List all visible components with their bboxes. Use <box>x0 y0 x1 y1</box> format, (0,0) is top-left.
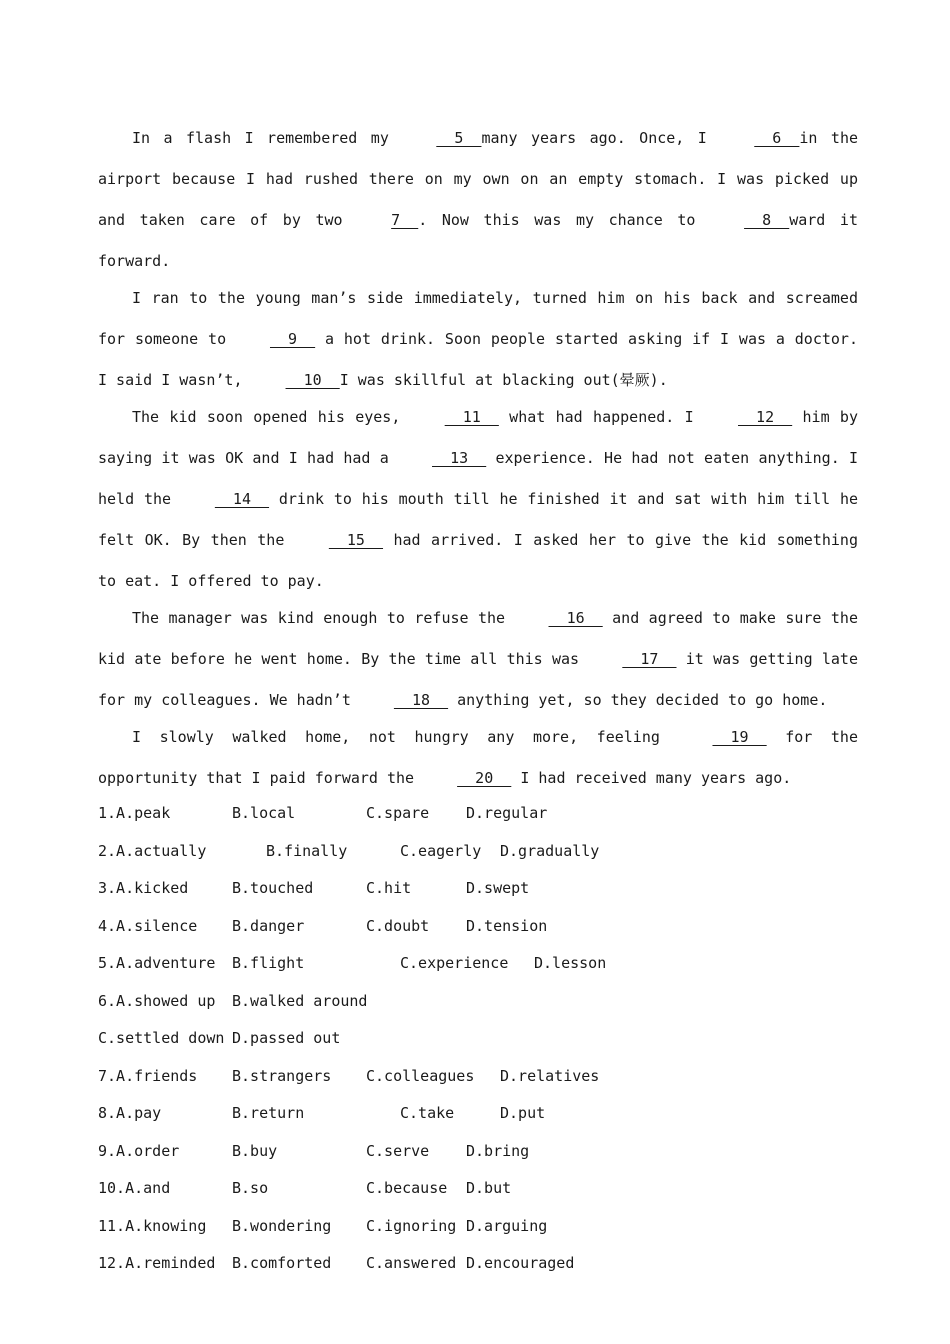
paragraph: I slowly walked home, not hungry any more, feeling 19 for the opportunity that I paid forward the 20 I had received many years ago. <box>98 717 858 799</box>
option-choice[interactable]: C.spare <box>366 804 430 822</box>
option-choice[interactable]: D.passed out <box>232 1029 341 1047</box>
option-choice[interactable]: B.wondering <box>232 1216 332 1235</box>
option-choice[interactable]: D.tension <box>466 916 548 935</box>
option-choice[interactable]: B.finally <box>266 841 348 860</box>
option-choice[interactable]: 7.A.friends <box>98 1066 198 1085</box>
question-options-row <box>98 795 858 833</box>
option-choice[interactable]: D.swept <box>466 879 530 897</box>
question-options-row <box>98 1133 858 1171</box>
option-choice[interactable]: 9.A.order <box>98 1141 180 1160</box>
answer-blank[interactable]: 17 <box>622 650 677 668</box>
option-choice[interactable]: C.doubt <box>366 916 430 935</box>
answer-blank[interactable]: 19 <box>712 728 767 746</box>
option-choice[interactable]: D.lesson <box>534 954 607 972</box>
question-options-row <box>98 908 858 946</box>
option-choice[interactable]: 3.A.kicked <box>98 879 189 897</box>
option-choice[interactable]: 1.A.peak <box>98 804 171 822</box>
paragraph: The manager was kind enough to refuse the 16 and agreed to make sure the kid ate before he went home. By the time all this was 17 it was getting late for my colleagues. We hadn’t 18 anything yet, so they decided to go home. <box>98 598 858 721</box>
option-choice[interactable]: C.ignoring <box>366 1216 457 1235</box>
answer-blank[interactable]: 8 <box>744 211 790 229</box>
option-choice[interactable]: B.strangers <box>232 1066 332 1085</box>
option-choice[interactable]: 12.A.reminded <box>98 1254 216 1272</box>
option-choice[interactable]: 4.A.silence <box>98 916 198 935</box>
answer-blank[interactable]: 14 <box>214 490 270 508</box>
answer-blank[interactable]: 7 <box>391 211 419 229</box>
question-options-row <box>98 1170 858 1208</box>
option-choice[interactable]: C.take <box>400 1104 455 1122</box>
question-options-row <box>98 1245 858 1283</box>
question-options-row <box>98 983 858 1021</box>
option-choice[interactable]: 10.A.and <box>98 1179 171 1197</box>
option-choice[interactable]: B.local <box>232 804 296 822</box>
option-choice[interactable]: B.buy <box>232 1141 278 1160</box>
question-options-row <box>98 1020 858 1058</box>
option-choice[interactable]: B.danger <box>232 916 305 935</box>
question-options-row <box>98 833 858 871</box>
option-choice[interactable]: 6.A.showed up <box>98 991 216 1010</box>
option-choice[interactable]: B.return <box>232 1104 305 1122</box>
option-choice[interactable]: B.flight <box>232 954 305 972</box>
answer-blank[interactable]: 10 <box>285 371 340 389</box>
option-choice[interactable]: D.encouraged <box>466 1254 575 1272</box>
answer-blank[interactable]: 9 <box>269 330 316 348</box>
option-choice[interactable]: B.touched <box>232 879 314 897</box>
document-page <box>98 118 858 1283</box>
option-choice[interactable]: D.regular <box>466 804 548 822</box>
option-choice[interactable]: C.eagerly <box>400 841 482 860</box>
paragraph: In a flash I remembered my 5 many years ago. Once, I 6 in the airport because I had rushed there on my own on an empty stomach. I was picked up and taken care of by two 7 . Now this was my chance to 8 ward it forward. <box>98 118 858 282</box>
option-choice[interactable]: 8.A.pay <box>98 1104 162 1122</box>
option-choice[interactable]: 11.A.knowing <box>98 1216 207 1235</box>
option-choice[interactable]: C.answered <box>366 1254 457 1272</box>
option-choice[interactable]: D.but <box>466 1179 512 1197</box>
question-options-row <box>98 870 858 908</box>
option-choice[interactable]: D.put <box>500 1104 546 1122</box>
option-choice[interactable]: D.bring <box>466 1141 530 1160</box>
option-choice[interactable]: 5.A.adventure <box>98 954 216 972</box>
answer-options <box>98 795 858 1283</box>
question-options-row <box>98 1058 858 1096</box>
question-options-row <box>98 1208 858 1246</box>
option-choice[interactable]: C.because <box>366 1179 448 1197</box>
option-choice[interactable]: B.comforted <box>232 1254 332 1272</box>
option-choice[interactable]: C.settled down <box>98 1029 225 1047</box>
option-choice[interactable]: C.experience <box>400 954 509 972</box>
answer-blank[interactable]: 20 <box>457 769 512 787</box>
answer-blank[interactable]: 11 <box>444 408 499 426</box>
paragraph: I ran to the young man’s side immediately, turned him on his back and screamed for someone to 9 a hot drink. Soon people started asking if I was a doctor. I said I wasn’t, 10 I was skillful at blacking out(晕厥). <box>98 278 858 401</box>
option-choice[interactable]: C.serve <box>366 1141 430 1160</box>
option-choice[interactable]: C.hit <box>366 879 412 897</box>
answer-blank[interactable]: 18 <box>393 691 449 709</box>
option-choice[interactable]: D.relatives <box>500 1066 600 1085</box>
option-choice[interactable]: D.gradually <box>500 841 600 860</box>
option-choice[interactable]: D.arguing <box>466 1216 548 1235</box>
option-choice[interactable]: 2.A.actually <box>98 841 207 860</box>
answer-blank[interactable]: 5 <box>436 129 482 147</box>
option-choice[interactable]: C.colleagues <box>366 1066 475 1085</box>
answer-blank[interactable]: 16 <box>548 609 603 627</box>
paragraph: The kid soon opened his eyes, 11 what had happened. I 12 him by saying it was OK and I had had a 13 experience. He had not eaten anything. I held the 14 drink to his mouth till he finished it and sat with him till he felt OK. By then the 15 had arrived. I asked her to give the kid something to eat. I offered to pay. <box>98 397 858 602</box>
cloze-passage <box>98 118 858 799</box>
answer-blank[interactable]: 6 <box>754 129 800 147</box>
question-options-row <box>98 1095 858 1133</box>
answer-blank[interactable]: 13 <box>432 449 487 467</box>
question-options-row <box>98 945 858 983</box>
answer-blank[interactable]: 15 <box>328 531 384 549</box>
option-choice[interactable]: B.so <box>232 1179 269 1197</box>
option-choice[interactable]: B.walked around <box>232 991 368 1010</box>
answer-blank[interactable]: 12 <box>738 408 793 426</box>
